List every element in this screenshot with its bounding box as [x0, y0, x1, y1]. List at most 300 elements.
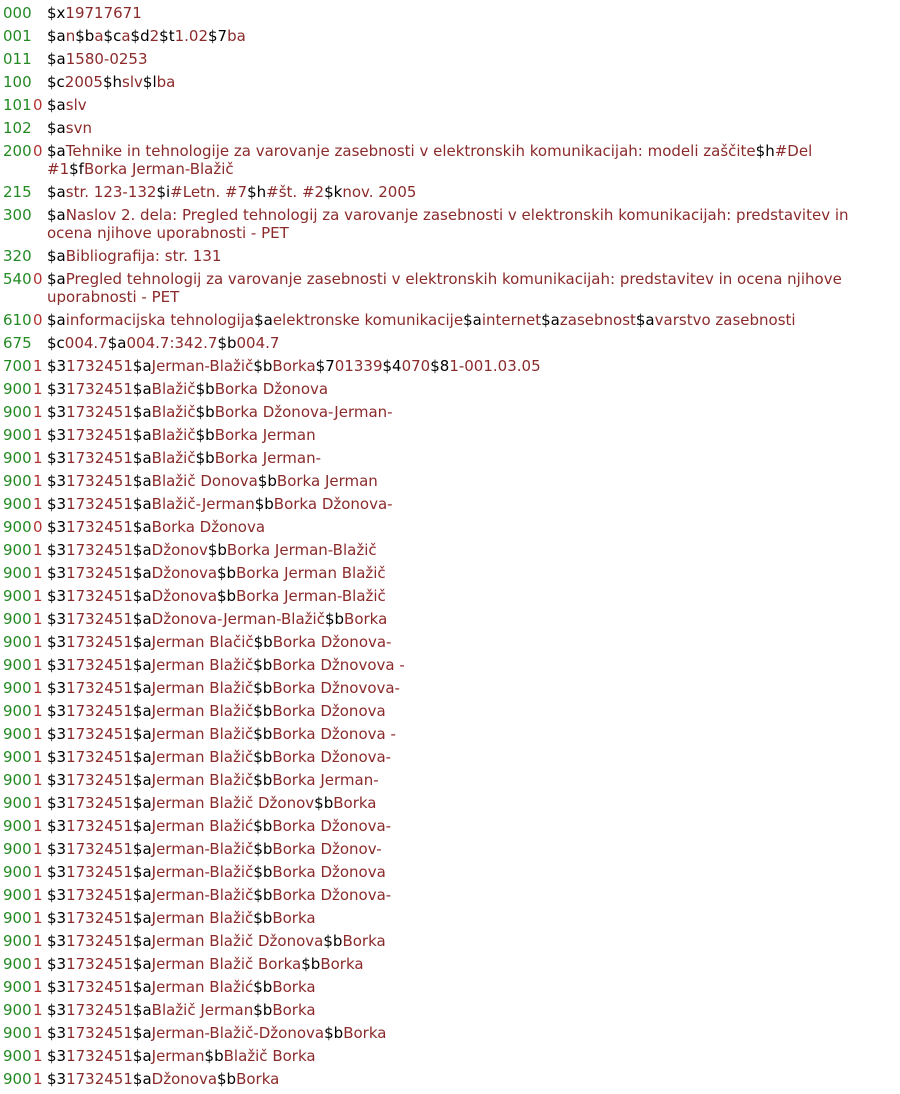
subfield-value: Borka Džonova -: [272, 725, 396, 743]
subfield-value: Džonova: [151, 1070, 218, 1088]
subfield-code: $3: [47, 449, 67, 467]
field-tag: 900: [3, 587, 32, 605]
field-content: [47, 564, 900, 582]
field-content: [47, 771, 900, 789]
field-content: [47, 1047, 900, 1065]
subfield-value: Bibliografija: str. 131: [65, 247, 222, 265]
field-tag: 900: [3, 518, 32, 536]
field-indicator: 1: [33, 909, 43, 927]
subfield-code: $a: [132, 656, 152, 674]
subfield-code: $a: [635, 311, 655, 329]
subfield-code: $a: [107, 334, 127, 352]
subfield-value: 1732451: [66, 380, 133, 398]
subfield-value: 1732451: [66, 748, 133, 766]
subfield-code: $b: [195, 403, 215, 421]
subfield-code: $b: [314, 794, 334, 812]
field-indicator: 1: [33, 380, 43, 398]
subfield-code: $a: [47, 50, 66, 68]
subfield-code: $a: [47, 247, 66, 265]
field-tag: 100: [3, 73, 32, 91]
field-content: [47, 679, 900, 697]
marc-field-row: [0, 932, 900, 950]
field-indicator: 1: [33, 1024, 43, 1042]
subfield-code: $a: [132, 794, 152, 812]
subfield-code: $b: [195, 426, 215, 444]
subfield-value: Borka Džonova: [272, 702, 386, 720]
subfield-value: Jerman-Blažič-Džonova: [151, 1024, 325, 1042]
field-content: [47, 495, 900, 513]
subfield-value: svn: [65, 119, 92, 137]
field-tag: 215: [3, 183, 32, 201]
subfield-code: $3: [47, 1070, 67, 1088]
subfield-code: $3: [47, 380, 67, 398]
marc-field-row: [0, 794, 900, 812]
subfield-code: $3: [47, 357, 67, 375]
marc-field-row: [0, 119, 900, 137]
field-content: [47, 587, 900, 605]
field-tag: 900: [3, 1047, 32, 1065]
subfield-value: 1732451: [66, 955, 133, 973]
subfield-value: Jerman Blažič: [151, 771, 254, 789]
marc-field-row: [0, 495, 900, 513]
subfield-value: 1732451: [66, 725, 133, 743]
marc-field-row: [0, 142, 900, 178]
subfield-code: $a: [132, 587, 152, 605]
subfield-value: Džonova-Jerman-Blažič: [151, 610, 325, 628]
subfield-code: $3: [47, 840, 67, 858]
subfield-value: 1732451: [66, 1001, 133, 1019]
field-tag: 900: [3, 909, 32, 927]
subfield-value: zasebnost: [559, 311, 636, 329]
field-content: [47, 334, 900, 352]
field-indicator: 1: [33, 1047, 43, 1065]
field-tag: 900: [3, 725, 32, 743]
subfield-value: Blažič: [151, 380, 196, 398]
field-tag: 900: [3, 817, 32, 835]
field-tag: 101: [3, 96, 32, 114]
marc-field-row: [0, 1024, 900, 1042]
field-tag: 675: [3, 334, 32, 352]
subfield-code: $a: [132, 610, 152, 628]
field-tag: 900: [3, 1001, 32, 1019]
subfield-code: $a: [132, 495, 152, 513]
marc-field-row: [0, 380, 900, 398]
subfield-value: 1732451: [66, 518, 133, 536]
marc-field-row: [0, 311, 900, 329]
subfield-code: $a: [132, 449, 152, 467]
subfield-code: $a: [132, 633, 152, 651]
field-indicator: 1: [33, 1070, 43, 1088]
field-indicator: 1: [33, 978, 43, 996]
subfield-value: Borka Džonov-: [272, 840, 382, 858]
subfield-value: Borka Džonova-: [272, 748, 392, 766]
marc-field-row: [0, 449, 900, 467]
subfield-code: $a: [47, 142, 66, 160]
marc-field-row: [0, 426, 900, 444]
subfield-code: $3: [47, 495, 67, 513]
field-indicator: 1: [33, 610, 43, 628]
field-content: [47, 702, 900, 720]
subfield-value: Jerman Blažič Džonova: [151, 932, 324, 950]
subfield-value: n: [65, 27, 76, 45]
subfield-value: Borka Džonova: [272, 863, 386, 881]
subfield-value: 1732451: [66, 863, 133, 881]
field-tag: 320: [3, 247, 32, 265]
subfield-value: 19717671: [65, 4, 142, 22]
subfield-value: Jerman Blažič: [151, 725, 254, 743]
marc-field-row: [0, 73, 900, 91]
subfield-code: $a: [132, 541, 152, 559]
field-indicator: 1: [33, 1001, 43, 1019]
subfield-value: Jerman Blažič: [151, 679, 254, 697]
subfield-value: Borka: [272, 978, 316, 996]
subfield-code: $3: [47, 472, 67, 490]
marc-field-row: [0, 4, 900, 22]
subfield-value: 1-001.03.05: [449, 357, 541, 375]
marc-field-row: [0, 403, 900, 421]
field-indicator: 0: [33, 270, 43, 288]
subfield-value: 1732451: [66, 886, 133, 904]
field-content: [47, 1001, 900, 1019]
marc-field-row: [0, 840, 900, 858]
subfield-value: Borka: [320, 955, 364, 973]
subfield-code: $a: [132, 380, 152, 398]
field-indicator: 1: [33, 863, 43, 881]
field-tag: 900: [3, 656, 32, 674]
subfield-value: 1732451: [66, 978, 133, 996]
subfield-code: $a: [47, 183, 66, 201]
subfield-value: varstvo zasebnosti: [654, 311, 796, 329]
marc-field-row: [0, 50, 900, 68]
field-content: [47, 247, 900, 265]
subfield-code: $a: [47, 311, 66, 329]
subfield-value: Borka: [236, 1070, 280, 1088]
subfield-code: $b: [254, 495, 274, 513]
field-tag: 900: [3, 955, 32, 973]
subfield-code: $b: [253, 725, 273, 743]
marc-field-row: [0, 1047, 900, 1065]
field-indicator: 1: [33, 725, 43, 743]
subfield-value: a: [94, 27, 104, 45]
subfield-value: informacijska tehnologija: [65, 311, 255, 329]
subfield-code: $7: [315, 357, 335, 375]
subfield-value: Blažič-Jerman: [151, 495, 255, 513]
subfield-code: $h: [247, 183, 267, 201]
field-tag: 900: [3, 380, 32, 398]
subfield-value: Borka Jerman: [214, 426, 316, 444]
subfield-value: a: [121, 27, 131, 45]
subfield-code: $a: [254, 311, 273, 329]
field-indicator: 1: [33, 449, 43, 467]
subfield-value: 1732451: [66, 587, 133, 605]
field-tag: 900: [3, 495, 32, 513]
subfield-value: 1732451: [66, 1024, 133, 1042]
subfield-value: 1732451: [66, 656, 133, 674]
field-tag: 900: [3, 840, 32, 858]
subfield-value: 1580-0253: [65, 50, 148, 68]
subfield-value: slv: [122, 73, 143, 91]
subfield-value: Jerman Blažič: [151, 656, 254, 674]
subfield-code: $b: [253, 633, 273, 651]
marc-field-row: [0, 183, 900, 201]
marc-field-row: [0, 702, 900, 720]
subfield-code: $b: [253, 1001, 273, 1019]
subfield-code: $k: [324, 183, 343, 201]
subfield-code: $3: [47, 817, 67, 835]
subfield-value: Borka Džnovova -: [272, 656, 405, 674]
field-content: [47, 4, 900, 22]
subfield-value: Jerman Blačič: [151, 633, 254, 651]
subfield-code: $b: [324, 1024, 344, 1042]
marc-field-row: [0, 978, 900, 996]
marc-field-row: [0, 206, 900, 242]
subfield-code: $a: [541, 311, 560, 329]
subfield-value: Borka Jerman-Blažič: [226, 541, 377, 559]
subfield-code: $3: [47, 656, 67, 674]
field-content: [47, 142, 900, 178]
marc-field-row: [0, 817, 900, 835]
subfield-code: $a: [132, 403, 152, 421]
subfield-code: $a: [47, 119, 66, 137]
subfield-value: Jerman: [151, 1047, 205, 1065]
field-tag: 011: [3, 50, 32, 68]
subfield-value: Jerman Blažič: [151, 748, 254, 766]
marc-field-row: [0, 27, 900, 45]
field-tag: 900: [3, 978, 32, 996]
subfield-value: Borka Džonova-: [272, 633, 392, 651]
subfield-value: Jerman-Blažič: [151, 840, 254, 858]
field-content: [47, 656, 900, 674]
subfield-value: Borka: [342, 932, 386, 950]
field-content: [47, 50, 900, 68]
subfield-value: 1732451: [66, 817, 133, 835]
subfield-code: $f: [69, 160, 84, 178]
subfield-code: $b: [253, 679, 273, 697]
subfield-code: $a: [132, 863, 152, 881]
field-tag: 540: [3, 270, 32, 288]
subfield-value: Borka: [343, 1024, 387, 1042]
field-content: [47, 518, 900, 536]
field-content: [47, 725, 900, 743]
field-tag: 900: [3, 403, 32, 421]
subfield-value: internet: [481, 311, 542, 329]
subfield-code: $i: [156, 183, 171, 201]
field-tag: 900: [3, 472, 32, 490]
field-content: [47, 403, 900, 421]
subfield-code: $3: [47, 1024, 67, 1042]
subfield-code: $a: [132, 725, 152, 743]
subfield-value: Jerman-Blažič: [151, 886, 254, 904]
marc-field-row: [0, 771, 900, 789]
subfield-code: $3: [47, 886, 67, 904]
subfield-code: $a: [132, 679, 152, 697]
field-tag: 900: [3, 1024, 32, 1042]
subfield-code: $b: [253, 886, 273, 904]
subfield-code: $a: [132, 955, 152, 973]
subfield-code: $b: [253, 817, 273, 835]
field-tag: 900: [3, 633, 32, 651]
subfield-code: $a: [47, 27, 66, 45]
subfield-value: 1732451: [66, 449, 133, 467]
subfield-code: $3: [47, 426, 67, 444]
field-indicator: 0: [33, 142, 43, 160]
subfield-code: $b: [204, 1047, 224, 1065]
field-tag: 102: [3, 119, 32, 137]
subfield-code: $3: [47, 679, 67, 697]
subfield-value: 1732451: [66, 771, 133, 789]
subfield-value: Borka Jerman-: [214, 449, 321, 467]
field-tag: 300: [3, 206, 32, 224]
subfield-code: $d: [130, 27, 150, 45]
subfield-value: 1732451: [66, 932, 133, 950]
field-tag: 700: [3, 357, 32, 375]
field-content: [47, 119, 900, 137]
subfield-value: Borka Jerman-: [272, 771, 379, 789]
subfield-value: 1732451: [66, 564, 133, 582]
field-indicator: 1: [33, 955, 43, 973]
field-content: [47, 978, 900, 996]
subfield-code: $3: [47, 932, 67, 950]
field-indicator: 1: [33, 587, 43, 605]
marc-field-row: [0, 270, 900, 306]
subfield-code: $8: [430, 357, 450, 375]
field-content: [47, 955, 900, 973]
subfield-code: $b: [253, 656, 273, 674]
subfield-value: 1732451: [66, 541, 133, 559]
subfield-value: Jerman Blažić: [151, 978, 254, 996]
field-tag: 900: [3, 702, 32, 720]
subfield-code: $3: [47, 794, 67, 812]
subfield-value: Blažič: [151, 449, 196, 467]
field-indicator: 1: [33, 840, 43, 858]
field-content: [47, 206, 900, 242]
subfield-code: $t: [159, 27, 175, 45]
subfield-code: $a: [132, 426, 152, 444]
subfield-value: Tehnike in tehnologije za varovanje zasebnosti v elektronskih komunikacijah: modeli zaščite: [65, 142, 756, 160]
subfield-value: elektronske komunikacije: [272, 311, 464, 329]
subfield-code: $b: [217, 334, 237, 352]
subfield-code: $c: [103, 27, 122, 45]
subfield-value: Džonova: [151, 587, 218, 605]
subfield-value: Blažič Jerman: [151, 1001, 254, 1019]
subfield-code: $c: [47, 73, 65, 91]
field-indicator: 1: [33, 794, 43, 812]
field-indicator: 1: [33, 403, 43, 421]
field-indicator: 0: [33, 96, 43, 114]
subfield-value: ba: [227, 27, 246, 45]
subfield-code: $a: [463, 311, 482, 329]
marc-field-row: [0, 633, 900, 651]
field-tag: 900: [3, 541, 32, 559]
field-tag: 900: [3, 771, 32, 789]
subfield-value: Borka Džonova-Jerman-: [214, 403, 393, 421]
field-tag: 900: [3, 564, 32, 582]
marc-field-row: [0, 610, 900, 628]
subfield-value: Borka Džonova-: [273, 495, 393, 513]
marc-field-row: [0, 886, 900, 904]
field-indicator: 1: [33, 932, 43, 950]
subfield-code: $b: [253, 771, 273, 789]
subfield-value: 01339: [334, 357, 383, 375]
field-content: [47, 633, 900, 651]
subfield-value: 1732451: [66, 702, 133, 720]
subfield-code: $3: [47, 610, 67, 628]
field-indicator: 1: [33, 771, 43, 789]
field-tag: 900: [3, 863, 32, 881]
field-tag: 610: [3, 311, 32, 329]
subfield-code: $b: [253, 978, 273, 996]
field-tag: 900: [3, 1070, 32, 1088]
subfield-code: $b: [323, 932, 343, 950]
subfield-value: slv: [65, 96, 87, 114]
subfield-value: nov. 2005: [342, 183, 417, 201]
marc-field-row: [0, 564, 900, 582]
subfield-value: #št. #2: [266, 183, 325, 201]
subfield-value: 2: [149, 27, 160, 45]
subfield-code: $3: [47, 564, 67, 582]
subfield-value: 004.7:342.7: [126, 334, 218, 352]
subfield-value: Jerman Blažič Borka: [151, 955, 302, 973]
subfield-code: $h: [755, 142, 775, 160]
field-tag: 900: [3, 886, 32, 904]
field-content: [47, 380, 900, 398]
field-content: [47, 886, 900, 904]
subfield-value: 1.02: [174, 27, 209, 45]
subfield-code: $3: [47, 518, 67, 536]
marc-field-row: [0, 96, 900, 114]
subfield-value: Borka Jerman Blažič: [236, 564, 386, 582]
subfield-value: Borka Jerman: [276, 472, 378, 490]
field-indicator: 1: [33, 472, 43, 490]
subfield-value: 1732451: [66, 403, 133, 421]
subfield-code: $3: [47, 955, 67, 973]
subfield-value: Jerman Blažić: [151, 817, 254, 835]
subfield-value: 1732451: [66, 679, 133, 697]
subfield-code: $3: [47, 909, 67, 927]
subfield-code: $4: [382, 357, 402, 375]
subfield-code: $a: [132, 817, 152, 835]
subfield-value: Borka Jerman-Blažič: [236, 587, 386, 605]
field-indicator: 0: [33, 518, 43, 536]
subfield-code: $a: [132, 771, 152, 789]
marc-field-row: [0, 587, 900, 605]
field-content: [47, 840, 900, 858]
field-content: [47, 817, 900, 835]
subfield-value: Blažič Borka: [223, 1047, 316, 1065]
subfield-value: Borka Jerman-Blažič: [83, 160, 234, 178]
subfield-value: Borka: [333, 794, 377, 812]
field-content: [47, 472, 900, 490]
field-content: [47, 183, 900, 201]
field-content: [47, 270, 900, 306]
subfield-value: 1732451: [66, 426, 133, 444]
field-content: [47, 794, 900, 812]
subfield-code: $a: [132, 702, 152, 720]
subfield-code: $b: [257, 472, 277, 490]
marc-field-row: [0, 909, 900, 927]
subfield-code: $c: [47, 334, 65, 352]
subfield-code: $a: [132, 1047, 152, 1065]
subfield-value: ba: [156, 73, 176, 91]
subfield-code: $3: [47, 702, 67, 720]
field-content: [47, 610, 900, 628]
subfield-code: $a: [132, 886, 152, 904]
subfield-value: Borka Džonova: [214, 380, 329, 398]
field-indicator: 1: [33, 679, 43, 697]
subfield-value: 1732451: [66, 1047, 133, 1065]
marc-field-row: [0, 863, 900, 881]
subfield-value: 1732451: [66, 1070, 133, 1088]
